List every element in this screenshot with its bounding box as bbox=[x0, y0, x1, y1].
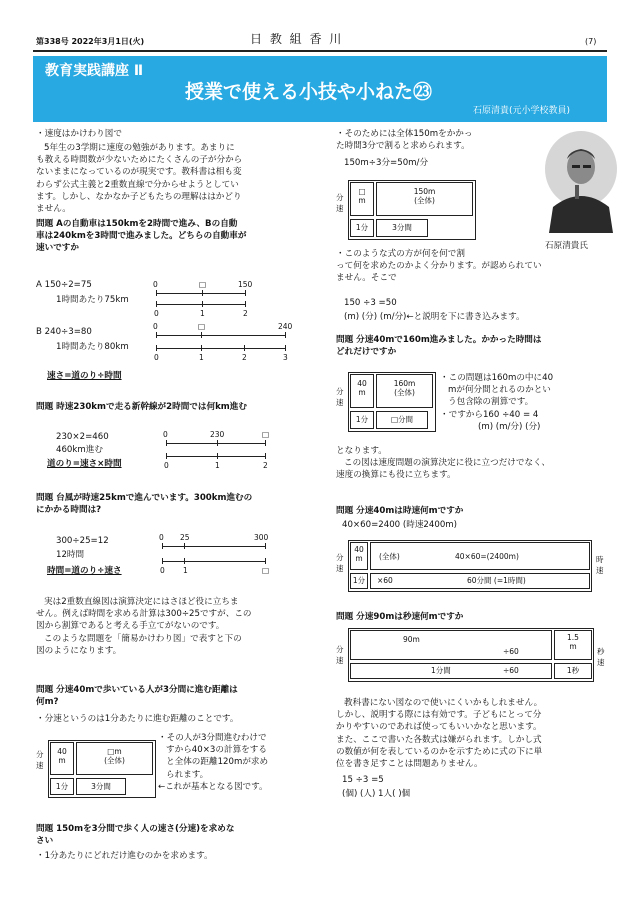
explanation-1: ・分速というのは1分あたりに進む距離のことです。 bbox=[36, 714, 239, 724]
formula-time: 時間=道のり÷速さ bbox=[47, 566, 122, 576]
number-line-b: 0 □ 240 0 1 2 3 bbox=[153, 322, 293, 362]
kakewari-diagram-5: 分速 90m ÷60 1.5 m 1分間 ÷60 1秒 秒速 bbox=[336, 628, 608, 682]
formula-distance: 道のり=速さ×時間 bbox=[47, 459, 122, 469]
issue-date: 第338号 2022年3月1日(火) bbox=[36, 37, 145, 46]
right-paragraph-4: 教科書にない図なので使いにくいかもしれません。 しかし、説明する際には有効です。子どもにとって分 かりやすいのであれば使ってもいいかなと思います。 また、ここで書いた各数式は嫌がられます。しかし式 の数値が何を表しているのかを示すために式の下に単 位を書き足すことは問題ありません。 bbox=[336, 698, 543, 770]
calc-h-units: (個) (人) 1人( )個 bbox=[342, 789, 411, 799]
problem-5: 問題 150mを3分間で歩く人の速さ(分速)を求めな さい bbox=[36, 824, 235, 847]
article-title: 授業で使える小技や小ねた㉓ bbox=[185, 81, 433, 103]
section-heading: ・速度はかけわり図で bbox=[36, 129, 122, 139]
number-line-a: 0 □ 150 0 1 2 bbox=[153, 280, 253, 318]
number-line-c: 0 230 □ 0 1 2 bbox=[163, 430, 270, 470]
problem-2: 問題 時速230kmで走る新幹線が2時間では何km進む bbox=[36, 402, 247, 412]
calc-a: A 150÷2=75 bbox=[36, 280, 92, 290]
calc-c: 230×2=460 bbox=[56, 432, 109, 442]
calc-h: 15 ÷3 =5 bbox=[342, 775, 384, 785]
problem-8: 問題 分速90mは秒速何mですか bbox=[336, 612, 464, 622]
intro-paragraph: 5年生の3学期に速度の勉強があります。あまりに も教える時間数が少ないためにたくさんの子が分から ないままになっているのが現実です。教科書は相も変 わらず公式主義と2重数直線で分からせようとしてい ます。しかし、なかなか子どもたちの理解ははかどり ません。 bbox=[36, 143, 243, 215]
formula-speed: 速さ=道のり÷時間 bbox=[47, 371, 122, 381]
portrait-image bbox=[545, 127, 617, 233]
problem-3: 問題 台風が時速25kmで進んでいます。300km進むの にかかる時間は? bbox=[36, 493, 253, 516]
newspaper-name: 日 教 組 香 川 bbox=[250, 32, 344, 46]
problem-6: 問題 分速40mで160m進みました。かかった時間は どれだけですか bbox=[336, 335, 542, 358]
header-rule bbox=[33, 50, 607, 52]
unit-note: (m) (分) (m/分)←と説明を下に書き込みます。 bbox=[344, 312, 525, 322]
explanation-4: ・この問題は160mの中に40 mが何分間とれるのかとい う包含除の割算です。 ・ですから160 ÷40 = 4 (m) (m/分) (分) bbox=[440, 373, 554, 432]
author-photo bbox=[545, 127, 617, 233]
problem-4: 問題 分速40mで歩いている人が3分間に進む距離は 何m? bbox=[36, 685, 238, 708]
answer-a: 1時間あたり75km bbox=[56, 295, 129, 305]
kakewari-diagram-1: 分速 40 m □m (全体) 1分 3分間 bbox=[36, 732, 156, 798]
explanation-2: ・その人が3分間進むわけで すから40×3の計算をする と全体の距離120mが求め られます。 ←これが基本となる図です。 bbox=[158, 733, 269, 792]
calc-b: B 240÷3=80 bbox=[36, 327, 92, 337]
right-paragraph-3: となります。 この図は速度問題の演算決定に役に立つだけでなく、 速度の換算にも役に立ちます。 bbox=[336, 446, 551, 481]
answer-c: 460km進む bbox=[56, 445, 103, 455]
problem-7: 問題 分速40mは時速何mですか bbox=[336, 506, 464, 516]
kakewari-diagram-3: 分速 40 m 160m (全体) 1分 □分間 bbox=[336, 368, 436, 434]
kakewari-diagram-4: 分速 40 m (全体) 40×60=(2400m) 1分 ×60 60分間 (=1時間) 時速 bbox=[336, 538, 608, 594]
answer-b: 1時間あたり80km bbox=[56, 342, 129, 352]
page-number: (7) bbox=[585, 37, 597, 46]
calc-g: 40×60=2400 (時速2400m) bbox=[342, 520, 458, 530]
series-title: 教育実践講座 Ⅱ bbox=[45, 63, 144, 79]
kakewari-diagram-2: 分速 □ m 150m (全体) 1分 3分間 bbox=[336, 174, 476, 240]
calc-e: 150m÷3分=50m/分 bbox=[344, 158, 429, 168]
right-paragraph-1: ・そのためには全体150mをかかっ た時間3分で割ると求められます。 bbox=[336, 129, 473, 152]
paragraph-2: 実は2重数直線図は演算決定にはさほど役に立ちま せん。例えば時間を求める計算は300÷25ですが、この 図から割算であると考える手立てがないのです。 このような問題を「簡易かけわり図」で表すと下の 図のようになります。 bbox=[36, 597, 252, 656]
author: 石原清貴(元小学校教員) bbox=[473, 106, 571, 116]
answer-d: 12時間 bbox=[56, 550, 85, 560]
photo-caption: 石原清貴氏 bbox=[545, 241, 588, 251]
calc-f: 150 ÷3 =50 bbox=[344, 298, 397, 308]
number-line-d: 0 25 300 0 1 □ bbox=[159, 533, 270, 575]
problem-1: 問題 Aの自動車は150kmを2時間で進み、Bの自動 車は240kmを3時間で進みました。どちらの自動車が 速いですか bbox=[36, 219, 247, 254]
calc-d: 300÷25=12 bbox=[56, 536, 109, 546]
explanation-3: ・1分あたりにどれだけ進むのかを求めます。 bbox=[36, 851, 213, 861]
title-banner bbox=[33, 56, 607, 122]
right-paragraph-2: ・このような式の方が何を何で割 って何を求めたのかよく分かります。が認められてい ません。そこで bbox=[336, 249, 542, 284]
